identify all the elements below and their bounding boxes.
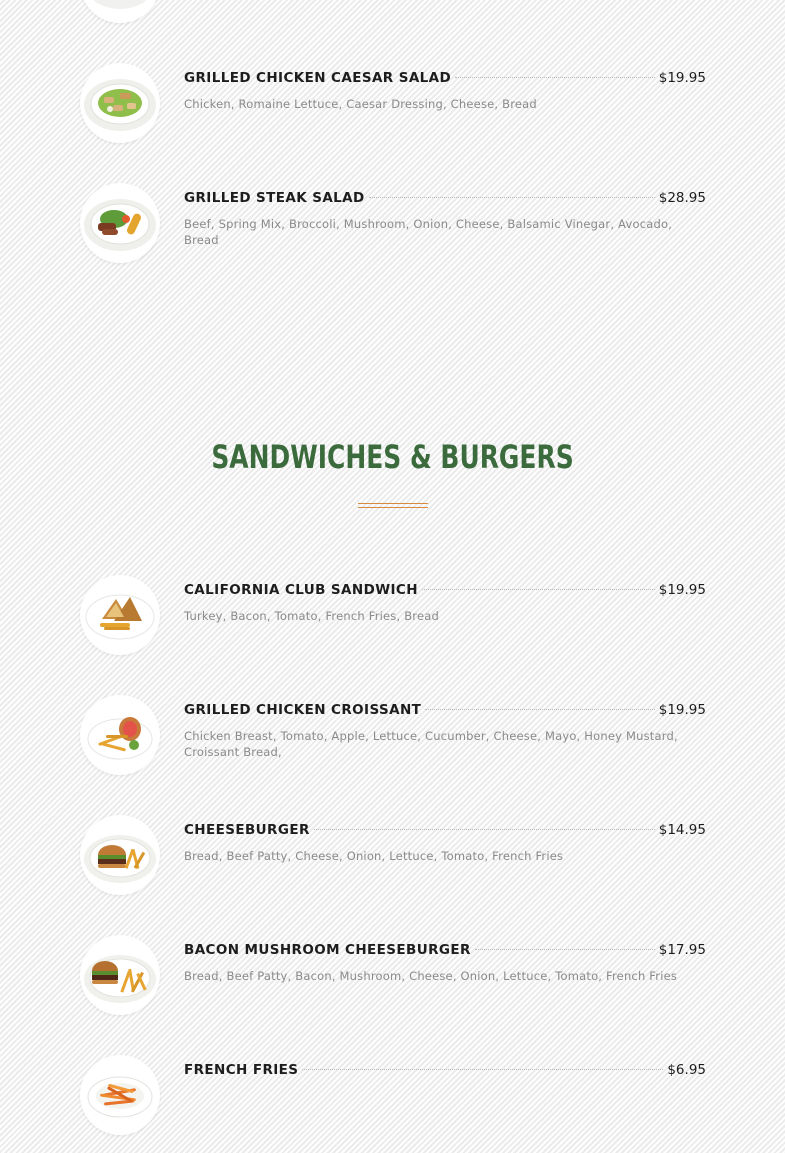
item-name: BACON MUSHROOM CHEESEBURGER (184, 942, 471, 958)
item-description: Chicken, Romaine Lettuce, Caesar Dressing, Cheese, Bread (184, 97, 537, 111)
dot-leader (475, 949, 655, 950)
item-price: $6.95 (667, 1062, 706, 1078)
item-name: FRENCH FRIES (184, 1062, 299, 1078)
item-price: $17.95 (658, 942, 706, 958)
item-details (184, 822, 706, 864)
menu-item-bacon-mushroom-cheeseburger[interactable] (80, 935, 706, 1017)
broccoli-dish-image (80, 0, 160, 23)
item-description: Beef, Spring Mix, Broccoli, Mushroom, Onion, Cheese, Balsamic Vinegar, Avocado, Bread (184, 217, 673, 247)
item-description: Turkey, Bacon, Tomato, French Fries, Bread (184, 609, 439, 623)
menu-item-cheeseburger[interactable] (80, 815, 706, 897)
section-heading-sandwiches-burgers: SANDWICHES & BURGERS (211, 438, 574, 476)
menu-item-grilled-steak-salad[interactable] (80, 183, 706, 265)
item-price: $28.95 (658, 190, 706, 206)
dot-leader (422, 589, 655, 590)
item-name: CHEESEBURGER (184, 822, 310, 838)
item-description: Bread, Beef Patty, Cheese, Onion, Lettuce, Tomato, French Fries (184, 849, 564, 863)
item-details (184, 942, 706, 984)
item-details (184, 702, 706, 760)
menu-item-french-fries[interactable] (80, 1055, 706, 1137)
item-name: CALIFORNIA CLUB SANDWICH (184, 582, 418, 598)
item-description: Bread, Beef Patty, Bacon, Mushroom, Cheese, Onion, Lettuce, Tomato, French Fries (184, 969, 678, 983)
menu-item-grilled-chicken-caesar-salad[interactable] (80, 63, 706, 145)
dot-leader (302, 1069, 663, 1070)
item-price: $14.95 (658, 822, 706, 838)
item-price: $19.95 (658, 582, 706, 598)
dot-leader (369, 197, 655, 198)
croissant-image (80, 695, 160, 775)
dot-leader (425, 709, 655, 710)
dot-leader (455, 77, 655, 78)
caesar-salad-image (80, 63, 160, 143)
item-details (184, 190, 706, 248)
item-description: Chicken Breast, Tomato, Apple, Lettuce, Cucumber, Cheese, Mayo, Honey Mustard, Croissant Bread, (184, 729, 678, 759)
item-name: GRILLED CHICKEN CROISSANT (184, 702, 422, 718)
item-name: GRILLED CHICKEN CAESAR SALAD (184, 70, 452, 86)
item-details (184, 1062, 706, 1088)
menu-item-grilled-chicken-croissant[interactable] (80, 695, 706, 777)
item-price: $19.95 (658, 70, 706, 86)
french-fries-image (80, 1055, 160, 1135)
menu-item-california-club-sandwich[interactable] (80, 575, 706, 657)
club-sandwich-image (80, 575, 160, 655)
item-price: $19.95 (658, 702, 706, 718)
cheeseburger-image (80, 815, 160, 895)
steak-salad-image (80, 183, 160, 263)
item-details (184, 70, 706, 112)
item-details (184, 582, 706, 624)
bacon-burger-image (80, 935, 160, 1015)
dot-leader (314, 829, 655, 830)
heading-divider (358, 503, 428, 508)
item-name: GRILLED STEAK SALAD (184, 190, 365, 206)
